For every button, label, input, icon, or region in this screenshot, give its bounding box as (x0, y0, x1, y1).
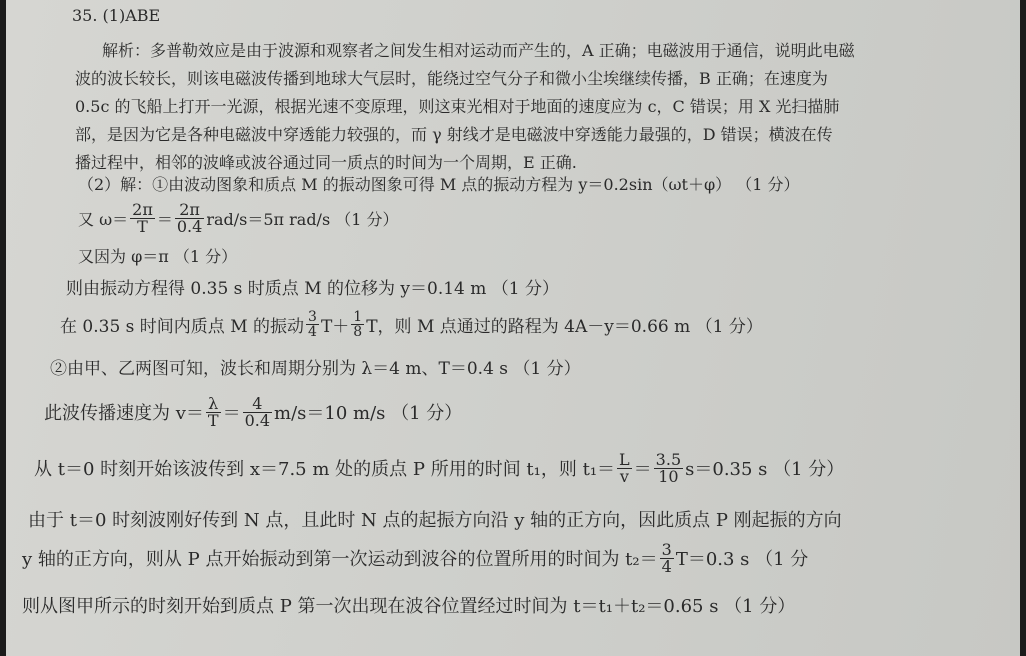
omega-fraction-1 (130, 199, 155, 236)
t1-equals: ＝ (633, 459, 652, 480)
path-fraction-1-den: 4 (308, 323, 317, 340)
t2-line (22, 534, 808, 582)
total-time-line: 则从图甲所示的时刻开始到质点 P 第一次出现在波谷位置经过时间为 t＝t₁＋t₂＝0.65 s （1 分） (22, 596, 796, 617)
analysis-line-5: 播过程中，相邻的波峰或波谷通过同一质点的时间为一个周期，E 正确. (75, 153, 577, 172)
vibration-equation-line: （2）解：①由波动图象和质点 M 的振动图象可得 M 点的振动方程为 y＝0.2sin（ωt＋φ） （1 分） (78, 175, 800, 194)
analysis-line-4: 部，是因为它是各种电磁波中穿透能力较强的，而 γ 射线才是电磁波中穿透能力最强的，D 错误；横波在传 (75, 125, 833, 144)
t1-fraction-1-den: v (619, 466, 629, 486)
start-direction-line: 由于 t＝0 时刻波刚好传到 N 点，且此时 N 点的起振方向沿 y 轴的正方向，因此质点 P 刚起振的方向 (28, 510, 842, 531)
speed-fraction-2-num: 4 (243, 396, 272, 413)
t1-fraction-2 (654, 449, 683, 486)
path-line (60, 302, 763, 346)
wave-speed-line (44, 388, 462, 436)
speed-equals: ＝ (222, 403, 241, 424)
analysis-line-3: 0.5c 的飞船上打开一光源，根据光速不变原理，则这束光相对于地面的速度应为 c，C 错误；用 X 光扫描肺 (75, 97, 840, 116)
analysis-line-1: 解析：多普勒效应是由于波源和观察者之间发生相对运动而产生的，A 正确；电磁波用于通信，说明此电磁 (102, 41, 855, 60)
path-fraction-2-den: 8 (353, 323, 363, 340)
omega-equals: ＝ (156, 209, 173, 229)
wavelength-period-line: ②由甲、乙两图可知，波长和周期分别为 λ＝4 m、T＝0.4 s （1 分） (50, 359, 581, 379)
speed-fraction-1-num: λ (206, 396, 221, 413)
t1-suffix: s＝0.35 s （1 分） (685, 459, 845, 480)
speed-fraction-1 (206, 393, 221, 430)
t1-line (34, 444, 844, 492)
t1-fraction-1-num: L (619, 449, 630, 469)
path-fraction-1 (306, 310, 319, 339)
speed-suffix: m/s＝10 m/s （1 分） (274, 403, 463, 424)
speed-fraction-2 (243, 393, 272, 430)
t2-suffix: T＝0.3 s （1 分 (675, 549, 809, 570)
speed-prefix: 此波传播速度为 v＝ (44, 403, 204, 424)
path-suffix: T，则 M 点通过的路程为 4A－y＝0.66 m （1 分） (366, 316, 763, 337)
omega-fraction-2-den: 0.4 (176, 216, 203, 236)
path-prefix: 在 0.35 s 时间内质点 M 的振动 (60, 316, 305, 337)
t2-fraction-den: 4 (661, 556, 672, 576)
path-fraction-2-num: 1 (353, 308, 363, 325)
left-frame-edge (0, 0, 6, 656)
t2-prefix: y 轴的正方向，则从 P 点开始振动到第一次运动到波谷的位置所用的时间为 t₂＝ (22, 549, 658, 570)
right-frame-edge (1020, 0, 1026, 656)
omega-fraction-1-den: T (137, 216, 148, 236)
question-title: 35. (1)ABE (72, 6, 161, 25)
omega-fraction-2-num: 2π (175, 202, 204, 219)
speed-fraction-1-den: T (207, 410, 219, 430)
displacement-line: 则由振动方程得 0.35 s 时质点 M 的位移为 y＝0.14 m （1 分） (66, 279, 560, 299)
omega-fraction-1-num: 2π (132, 199, 153, 219)
omega-prefix: 又 ω＝ (78, 209, 129, 229)
phi-line: 又因为 φ＝π （1 分） (78, 247, 238, 266)
omega-line (78, 196, 399, 240)
t1-fraction-2-den: 10 (658, 466, 679, 486)
omega-suffix: rad/s＝5π rad/s （1 分） (206, 209, 399, 229)
t2-fraction-num: 3 (661, 539, 672, 559)
t1-fraction-2-num: 3.5 (655, 449, 682, 469)
path-fraction-1-num: 3 (308, 308, 317, 325)
analysis-line-2: 波的波长较长，则该电磁波传播到地球大气层时，能绕过空气分子和微小尘埃继续传播，B 正确；在速度为 (75, 69, 828, 88)
path-fraction-2 (351, 310, 364, 339)
path-mid: T＋ (320, 316, 350, 337)
speed-fraction-2-den: 0.4 (244, 410, 271, 430)
t1-prefix: 从 t＝0 时刻开始该波传到 x＝7.5 m 处的质点 P 所用的时间 t₁，则 t₁＝ (34, 459, 616, 480)
t1-fraction-1 (617, 449, 632, 486)
t2-fraction (660, 539, 674, 576)
omega-fraction-2 (175, 199, 204, 236)
